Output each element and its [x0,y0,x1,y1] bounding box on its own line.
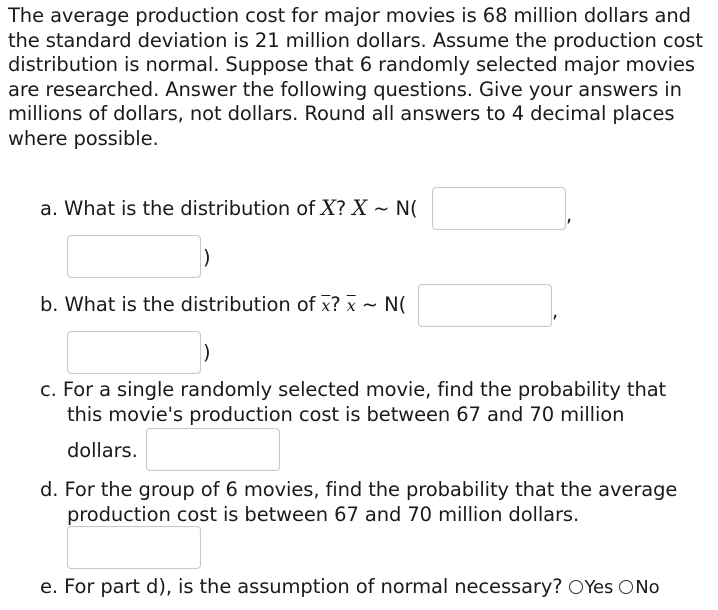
question-c-probability-input[interactable] [146,428,280,471]
question-a-sd-input[interactable] [67,235,201,278]
question-a-mean-field[interactable] [433,188,565,229]
radio-no-label: No [635,577,660,598]
question-b-sd-input[interactable] [67,331,201,374]
radio-yes[interactable] [569,580,583,594]
radio-yes-label: Yes [584,577,614,598]
question-a-normal: ~ N( [367,197,418,220]
question-a-mean-input[interactable] [432,187,566,230]
question-e [40,574,660,600]
question-c-line2: this movie's production cost is between 67 and 70 million [67,403,625,426]
question-a-variable: X [320,196,336,220]
problem-statement: The average production cost for major movies is 68 million dollars and the standard deviation is 21 million dollars. Assume the production cost distribution is normal. Suppose that 6 randomly selected major movies are researched. Answer the following questions. Give your answers in millions of dollars, not dollars. Round all answers to 4 decimal places where possible. [8,4,703,150]
question-a-sd-field[interactable] [68,236,200,277]
question-b-variable: $\overline{x}$ [321,296,331,315]
question-d-probability-field[interactable] [68,527,200,568]
question-c-line1: c. For a single randomly selected movie, find the probability that [40,378,667,401]
question-b-sd-field[interactable] [68,332,200,373]
question-a-close-paren: ) [203,246,211,269]
question-c-probability-field[interactable] [147,429,279,470]
question-d-probability-input[interactable] [67,526,201,569]
question-e-label: e. For part d), is the assumption of normal necessary? [40,575,563,598]
question-b-close-paren: ) [203,341,211,364]
question-b-normal: ~ N( [355,293,407,316]
question-b [40,292,406,318]
question-a-comma: , [566,203,573,226]
question-a [40,196,418,221]
question-a-variable-2: X [352,196,368,220]
question-b-mean-field[interactable] [419,285,551,326]
question-b-variable-2: $\overline{x}$ [346,296,356,315]
question-b-sep: ? [330,293,347,316]
question-b-label: b. What is the distribution of [40,293,322,316]
question-b-mean-input[interactable] [418,284,552,327]
question-c-line3: dollars. [67,439,138,462]
question-a-sep: ? [335,197,353,220]
question-d-line2: production cost is between 67 and 70 million dollars. [67,503,580,526]
question-a-label: a. What is the distribution of [40,197,321,220]
question-d-line1: d. For the group of 6 movies, find the probability that the average [40,478,678,501]
radio-no[interactable] [619,580,633,594]
question-b-comma: , [552,299,559,322]
